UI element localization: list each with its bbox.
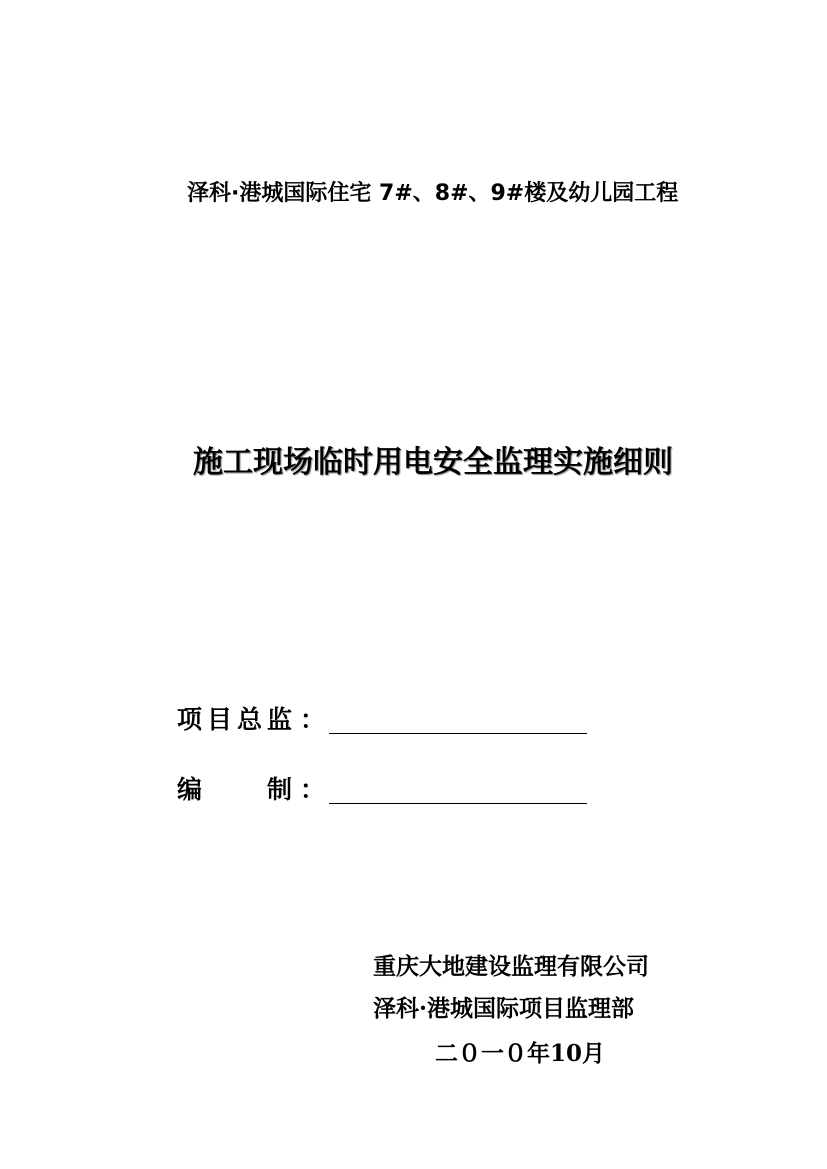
director-label-char: 项 [177,705,203,734]
company-name: 重庆大地建设监理有限公司 [373,953,649,980]
director-colon: ： [300,705,326,734]
document-title: 施工现场临时用电安全监理实施细则 [193,445,673,480]
director-label-char: 监 [267,705,293,734]
compiler-label-char: 编 [177,775,203,804]
compiler-signature-line [329,803,587,804]
document-date: 二０一０年10月 [435,1040,606,1067]
compiler-label-char: 制 [267,775,293,804]
project-name: 泽科·港城国际住宅 7#、8#、9#楼及幼儿园工程 [187,181,679,206]
department-name: 泽科·港城国际项目监理部 [373,995,635,1022]
director-signature-line [329,733,587,734]
director-label-char: 目 [207,705,233,734]
compiler-colon: ： [300,775,326,804]
director-label-char: 总 [237,705,263,734]
